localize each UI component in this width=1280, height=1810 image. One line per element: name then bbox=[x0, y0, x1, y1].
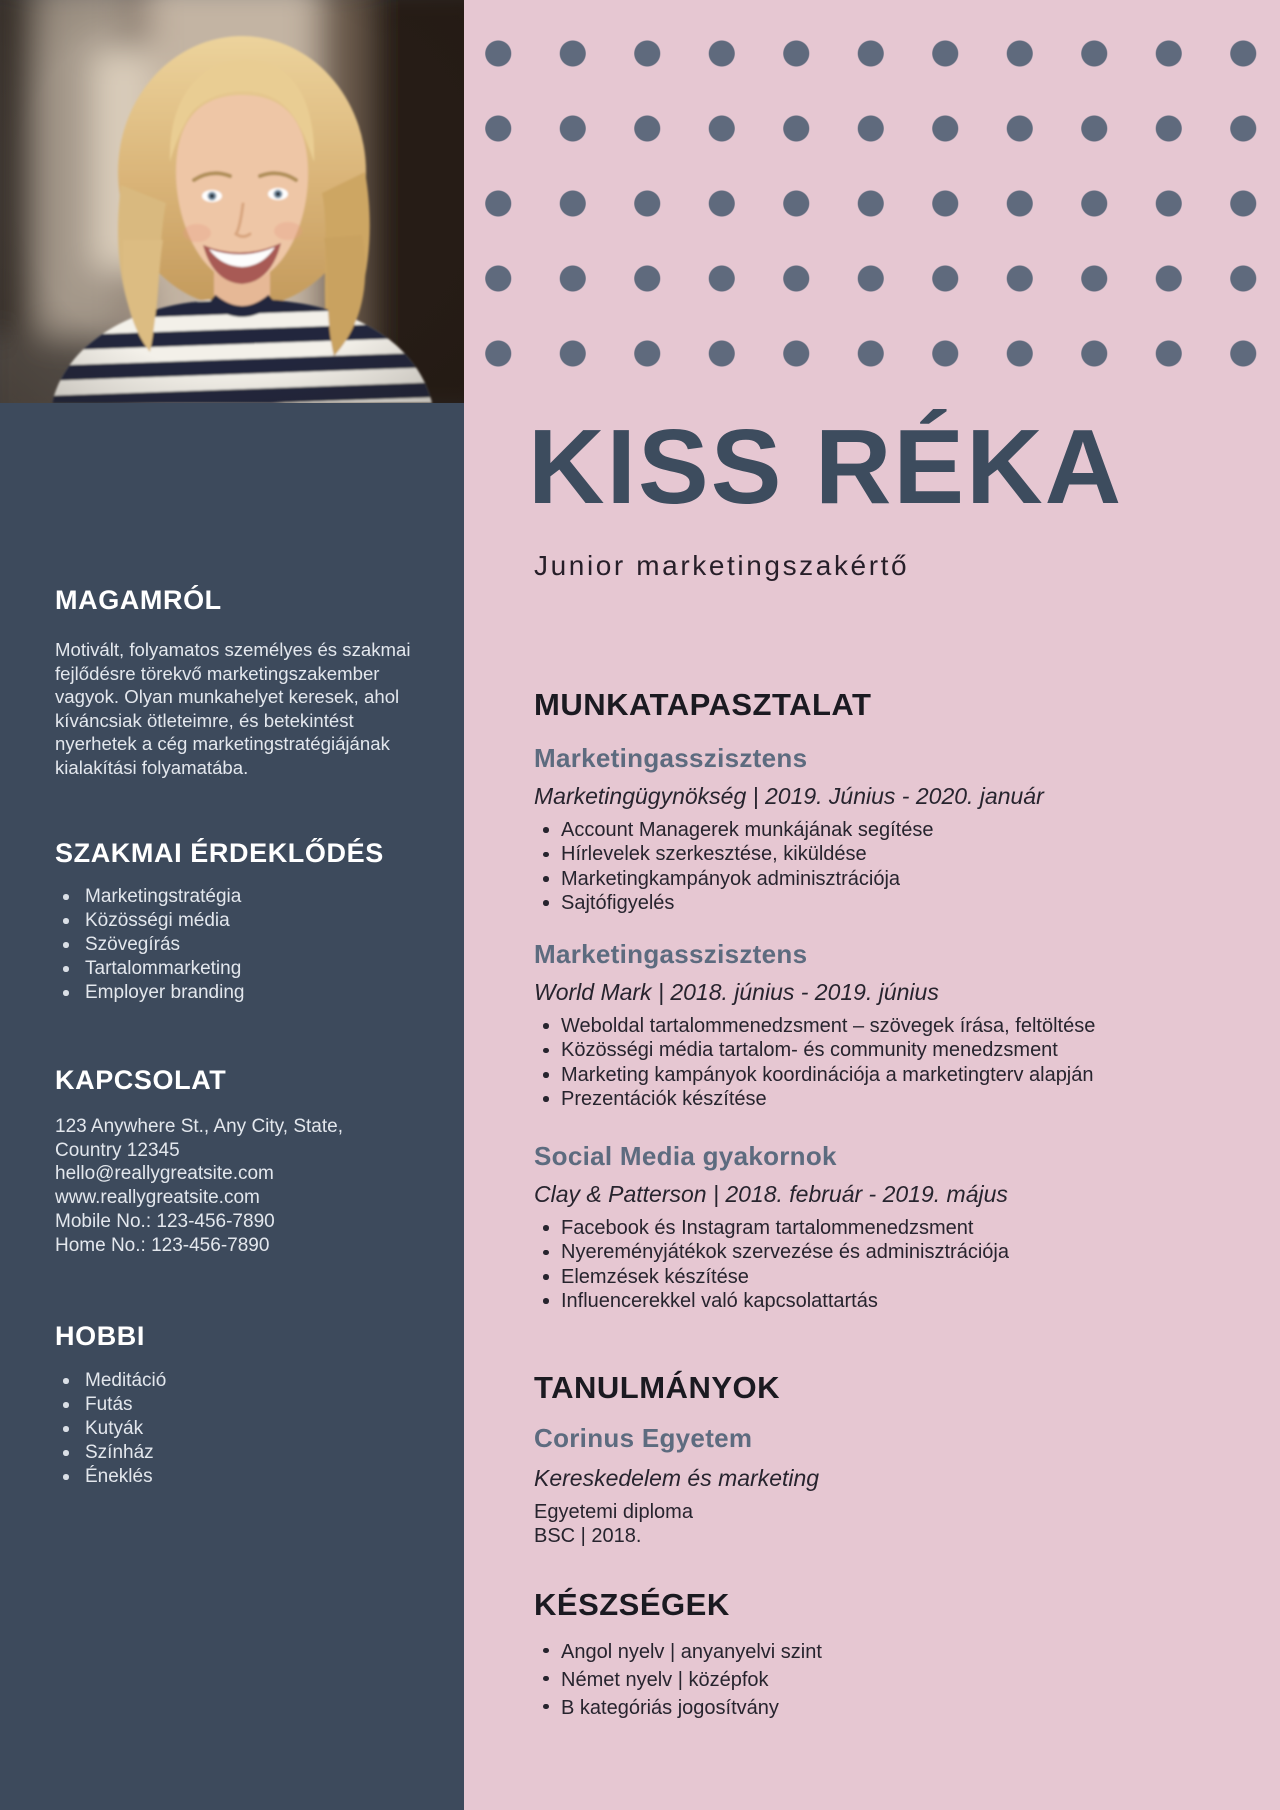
profile-photo bbox=[0, 0, 464, 403]
list-item: Futás bbox=[55, 1393, 424, 1417]
list-item: Nyereményjátékok szervezése és adminisztrációja bbox=[534, 1240, 1224, 1264]
main-content bbox=[464, 408, 1280, 1722]
job-meta: World Mark | 2018. június - 2019. június bbox=[534, 979, 939, 1006]
list-item: Angol nyelv | anyanyelvi szint bbox=[534, 1638, 1224, 1666]
list-item: Sajtófigyelés bbox=[534, 891, 1224, 915]
about-section bbox=[55, 585, 424, 780]
list-item: Tartalommarketing bbox=[55, 957, 424, 981]
hobbies-title: HOBBI bbox=[55, 1321, 145, 1352]
list-item: Szövegírás bbox=[55, 933, 424, 957]
experience-title: MUNKATAPASZTALAT bbox=[534, 687, 872, 722]
main-column bbox=[464, 0, 1280, 1810]
list-item: Kutyák bbox=[55, 1417, 424, 1441]
list-item: Weboldal tartalommenedzsment – szövegek írása, feltöltése bbox=[534, 1014, 1224, 1038]
interests-section bbox=[55, 838, 424, 1005]
list-item: Színház bbox=[55, 1441, 424, 1465]
job-bullets bbox=[534, 818, 1224, 915]
list-item: Influencerekkel való kapcsolattartás bbox=[534, 1289, 1224, 1313]
school-name: Corinus Egyetem bbox=[534, 1423, 753, 1454]
contact-line: Home No.: 123-456-7890 bbox=[55, 1234, 270, 1256]
sidebar bbox=[0, 0, 464, 1810]
job-role: Marketingasszisztens bbox=[534, 743, 808, 774]
contact-line: Mobile No.: 123-456-7890 bbox=[55, 1210, 275, 1232]
education-title: TANULMÁNYOK bbox=[534, 1370, 781, 1406]
education-line: BSC | 2018. bbox=[534, 1525, 642, 1548]
skills-section bbox=[534, 1586, 1224, 1722]
interests-list bbox=[55, 885, 424, 1005]
list-item: Német nyelv | középfok bbox=[534, 1666, 1224, 1694]
contact-line: 123 Anywhere St., Any City, State, bbox=[55, 1115, 343, 1137]
contact-title: KAPCSOLAT bbox=[55, 1064, 227, 1095]
list-item: Hírlevelek szerkesztése, kiküldése bbox=[534, 842, 1224, 866]
profile-photo-illustration bbox=[0, 0, 464, 403]
contact-section bbox=[55, 1065, 424, 1258]
list-item: Marketing kampányok koordinációja a marketingterv alapján bbox=[534, 1063, 1224, 1087]
list-item: Éneklés bbox=[55, 1465, 424, 1489]
list-item: Employer branding bbox=[55, 981, 424, 1005]
dot-pattern bbox=[461, 16, 1280, 391]
list-item: Prezentációk készítése bbox=[534, 1087, 1224, 1111]
list-item: Közösségi média tartalom- és community menedzsment bbox=[534, 1038, 1224, 1062]
contact-line: hello@reallygreatsite.com bbox=[55, 1163, 274, 1185]
list-item: Közösségi média bbox=[55, 909, 424, 933]
contact-line: Country 12345 bbox=[55, 1139, 180, 1161]
list-item: B kategóriás jogosítvány bbox=[534, 1694, 1224, 1722]
list-item: Marketingkampányok adminisztrációja bbox=[534, 867, 1224, 891]
experience-section bbox=[534, 686, 1224, 1313]
about-text: Motivált, folyamatos személyes és szakmai fejlődésre törekvő marketingszakember vagyok. Olyan munkahelyet keresek, ahol kíváncsiak ötleteimre, és betekintést nyerhetek a cég marketingstratégiájának kialakítási folyamatába. bbox=[55, 639, 411, 779]
skills-list bbox=[534, 1638, 1224, 1722]
job-role: Marketingasszisztens bbox=[534, 939, 808, 970]
education-lines bbox=[534, 1500, 1224, 1548]
education-program: Kereskedelem és marketing bbox=[534, 1465, 820, 1492]
job-meta: Marketingügynökség | 2019. Június - 2020. január bbox=[534, 783, 1044, 810]
about-title: MAGAMRÓL bbox=[55, 585, 222, 615]
job-entry bbox=[534, 743, 1224, 915]
job-bullets bbox=[534, 1014, 1224, 1111]
skills-title: KÉSZSÉGEK bbox=[534, 1587, 730, 1623]
sidebar-content bbox=[0, 585, 464, 1489]
education-section bbox=[534, 1369, 1224, 1548]
contact-lines bbox=[55, 1115, 424, 1258]
job-role: Social Media gyakornok bbox=[534, 1141, 837, 1172]
education-line: Egyetemi diploma bbox=[534, 1501, 693, 1524]
job-meta: Clay & Patterson | 2018. február - 2019. május bbox=[534, 1181, 1008, 1208]
list-item: Facebook és Instagram tartalommenedzsment bbox=[534, 1216, 1224, 1240]
job-entry bbox=[534, 1141, 1224, 1313]
job-bullets bbox=[534, 1216, 1224, 1313]
list-item: Account Managerek munkájának segítése bbox=[534, 818, 1224, 842]
job-entry bbox=[534, 939, 1224, 1111]
list-item: Elemzések készítése bbox=[534, 1265, 1224, 1289]
contact-line: www.reallygreatsite.com bbox=[55, 1187, 260, 1209]
list-item: Marketingstratégia bbox=[55, 885, 424, 909]
job-subtitle: Junior marketingszakértő bbox=[534, 550, 910, 581]
list-item: Meditáció bbox=[55, 1369, 424, 1393]
hobbies-list bbox=[55, 1369, 424, 1489]
interests-title: SZAKMAI ÉRDEKLŐDÉS bbox=[55, 837, 384, 868]
hobbies-section bbox=[55, 1321, 424, 1488]
page-title: KISS RÉKA bbox=[528, 408, 1124, 526]
